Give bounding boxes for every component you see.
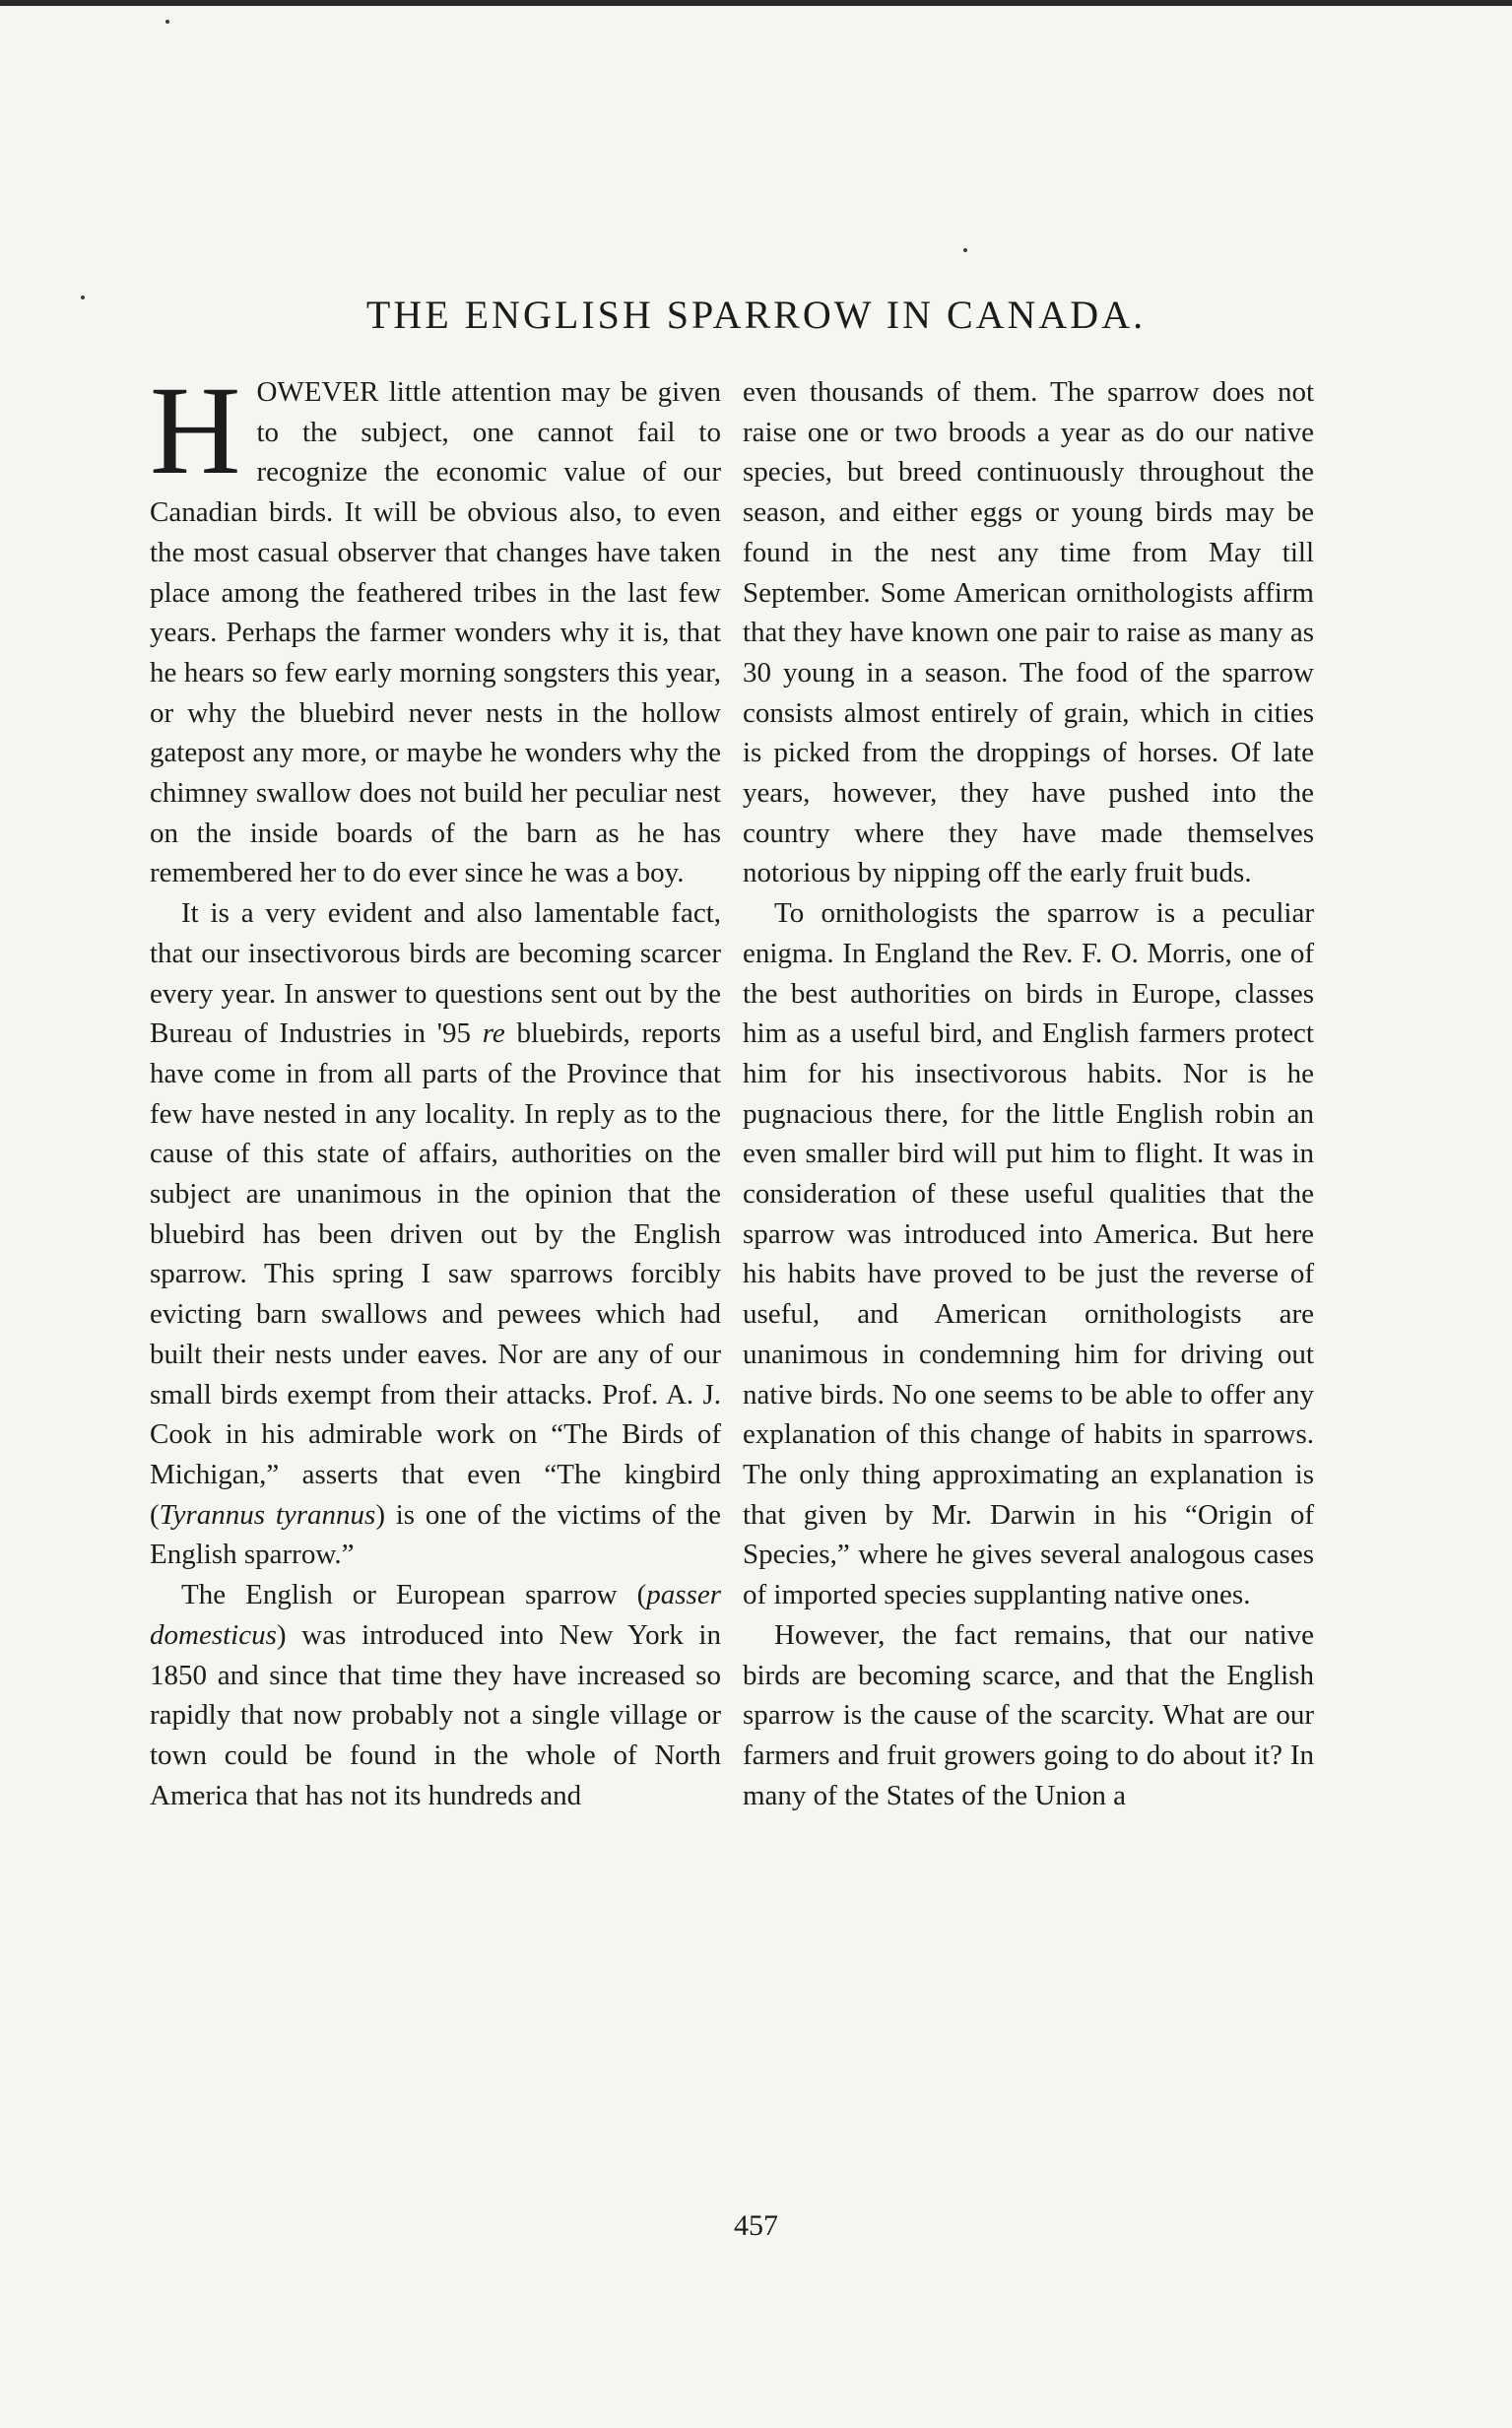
paragraph-conclusion: However, the fact remains, that our native birds are becoming scarce, and that the English sparrow is the cause of the scarcity. What are our farmers and fruit growers going to do about it? In many of the States of the Union a bbox=[743, 1618, 1314, 1811]
print-speck bbox=[165, 20, 169, 24]
drop-cap: H bbox=[150, 361, 241, 500]
print-speck bbox=[963, 248, 967, 252]
text-run: The English or European sparrow ( bbox=[181, 1579, 647, 1611]
paragraph-enigma: To ornithologists the sparrow is a peculiar enigma. In England the Rev. F. O. Morris, one of the best authorities on birds in Europe, classes him as a useful bird, and English farmers protect him for his insectivorous habits. Nor is he pugnacious there, for the little English robin an even smaller bird will put him to flight. It was in consideration of these useful qualities that the sparrow was introduced into America. But here his habits have proved to be just the reverse of useful, and American ornithologists are unanimous in condemning him for driving out native birds. No one seems to be able to offer any explanation of this change of habits in sparrows. The only thing approximating an explanation is that given by Mr. Darwin in his “Origin of Species,” where he gives several analogous cases of imported species supplanting native ones. bbox=[743, 897, 1314, 1611]
text-run: ) is one of the victims of the English sparrow.” bbox=[150, 1498, 721, 1571]
page-number: 457 bbox=[734, 2209, 778, 2242]
text-run: bluebirds, reports have come in from all parts of the Province that few have nested in any locality. In reply as to the cause of this state of affairs, authorities on the subject are unanimous in the opinion that the bluebird has been driven out by the English sparrow. This spring I saw sparrows forcibly evicting barn swallows and pewees which had built their nests under eaves. Nor are any of our small birds exempt from their attacks. Prof. A. J. Cook in his admirable work on “The Birds of Michigan,” asserts that even “The kingbird ( bbox=[150, 1017, 721, 1531]
paragraph-intro bbox=[150, 361, 721, 893]
article-title: THE ENGLISH SPARROW IN CANADA. bbox=[365, 293, 1147, 337]
species-name: Tyrannus tyrannus bbox=[159, 1498, 376, 1531]
italic-term: re bbox=[482, 1017, 505, 1050]
paragraph-intro-text: OWEVER little attention may be given to the subject, one cannot fail to recognize the economic value of our Canadian birds. It will be obvious also, to even the most casual observer that changes have taken place among the feathered tribes in the last few years. Perhaps the farmer wonders why it is, that he hears so few early morning songsters this year, or why the bluebird never nests in the hollow gatepost any more, or maybe he wonders why the chimney swallow does not build her peculiar nest on the inside boards of the barn as he has remembered her to do ever since he was a boy. bbox=[150, 376, 721, 889]
print-speck bbox=[81, 295, 85, 299]
paragraph-continuation: even thousands of them. The sparrow does not raise one or two broods a year as do our native species, but breed continuously throughout the season, and either eggs or young birds may be found in the nest any time from May till September. Some American ornithologists affirm that they have known one pair to raise as many as 30 young in a season. The food of the sparrow consists almost entirely of grain, which in cities is picked from the droppings of horses. Of late years, however, they have pushed into the country where they have made themselves notorious by nipping off the early fruit buds. bbox=[743, 376, 1314, 889]
right-column bbox=[743, 372, 1314, 1815]
text-run: ) was introduced into New York in 1850 and since that time they have increased so rapidly that now probably not a single village or town could be found in the whole of North America that has not its hundreds and bbox=[150, 1618, 721, 1811]
species-name: passer domesticus bbox=[150, 1579, 721, 1651]
paragraph-bluebirds bbox=[150, 893, 721, 1575]
left-column bbox=[150, 361, 721, 1815]
text-run: It is a very evident and also lamentable fact, that our insectivorous birds are becoming scarcer every year. In answer to questions sent out by the Bureau of Industries in '95 bbox=[150, 897, 721, 1050]
paragraph-introduction-of-sparrow bbox=[150, 1575, 721, 1815]
top-edge-rule bbox=[0, 0, 1512, 6]
